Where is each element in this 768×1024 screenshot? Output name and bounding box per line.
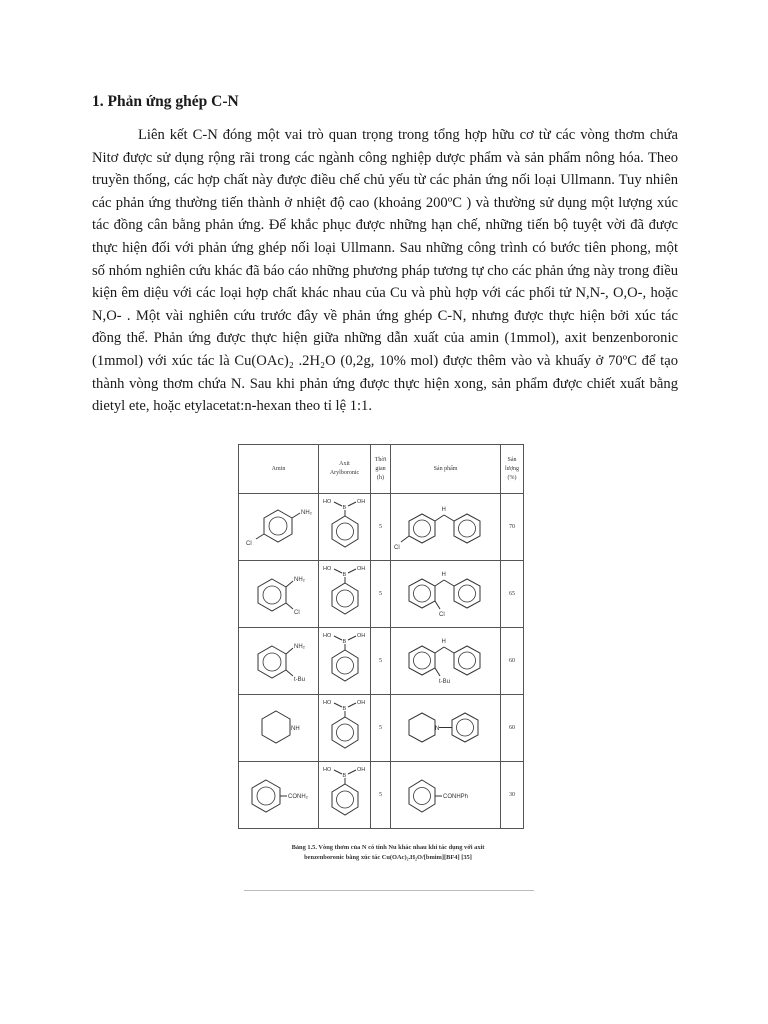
boronic-structure [319,695,371,762]
product-structure [391,695,501,762]
table-caption [248,843,528,863]
svg-text:H: H [441,639,446,645]
svg-text:Cl: Cl [293,610,300,616]
table-header-row [239,445,524,494]
svg-text:B: B [342,572,346,578]
reaction-time: 5 [371,494,391,561]
svg-text:H: H [441,507,446,513]
amine-structure [239,762,319,829]
product-structure-icon [392,496,500,558]
phenylboronic-acid-icon [320,762,370,828]
svg-text:NH₂: NH₂ [293,577,305,583]
table-row [239,494,524,561]
svg-text:OH: OH [356,700,365,706]
yield-value: 65 [501,561,524,628]
svg-text:Cl: Cl [438,612,445,618]
header-boronic: Axit Arylboronic [319,445,371,494]
caption-line-1: Bảng 1.5. Vòng thơm của N có tính Nu khác nhau khi tác dụng với axit [291,844,485,851]
svg-text:t-Bu: t-Bu [438,679,450,685]
svg-text:HO: HO [322,499,331,505]
yield-value: 60 [501,628,524,695]
amine-structure [239,494,319,561]
phenylboronic-acid-icon [320,695,370,761]
phenylboronic-acid-icon [320,561,370,627]
svg-text:B: B [342,639,346,645]
section-heading: 1. Phản ứng ghép C-N [92,93,239,110]
svg-text:NH₂: NH₂ [300,510,312,516]
product-structure-icon [392,764,500,826]
table-row [239,762,524,829]
amine-structure-icon [240,630,318,692]
reaction-table [238,444,524,829]
header-amine: Amin [239,445,319,494]
svg-text:B: B [342,706,346,712]
yield-value: 30 [501,762,524,829]
svg-text:B: B [342,505,346,511]
svg-text:NH₂: NH₂ [293,644,305,650]
table-row [239,695,524,762]
svg-text:HO: HO [322,767,331,773]
boronic-structure [319,494,371,561]
amine-structure [239,628,319,695]
phenylboronic-acid-icon [320,628,370,694]
table-row [239,561,524,628]
yield-value: 60 [501,695,524,762]
product-structure-icon [392,697,500,759]
header-product: Sản phẩm [391,445,501,494]
amine-structure-icon [240,563,318,625]
reaction-table-figure [238,444,523,824]
product-structure-icon [392,630,500,692]
reaction-time: 5 [371,762,391,829]
amine-structure [239,561,319,628]
product-structure [391,561,501,628]
boronic-structure [319,561,371,628]
caption-line-2: benzenboronic bằng xúc tác Cu(OAc)₂.H₂O/[bmim][BF4] [35] [304,854,472,861]
svg-text:N: N [434,726,439,732]
amine-structure-icon [240,496,318,558]
svg-text:CONH₂: CONH₂ [287,794,308,800]
product-structure [391,762,501,829]
reaction-time: 5 [371,628,391,695]
svg-text:NH: NH [290,726,300,732]
svg-text:H: H [441,572,446,578]
amine-structure-icon [240,764,318,826]
amine-structure-icon [240,697,318,759]
header-yield: Sản lượng (%) [501,445,524,494]
yield-value: 70 [501,494,524,561]
svg-text:HO: HO [322,700,331,706]
svg-text:OH: OH [356,767,365,773]
reaction-time: 5 [371,561,391,628]
body-paragraph: Liên kết C-N đóng một vai trò quan trọng trong tổng hợp hữu cơ từ các vòng thơm chứa Nitơ được sử dụng rộng rãi trong các ngành công nghiệp dược phẩm và sản phẩm nông hóa. Theo truyền thống, các hợp chất này được điều chế chủ yếu từ các phản ứng nối loại Ullmann. Tuy nhiên các phản ứng thường tiến thành ở nhiệt độ cao (khoảng 200ºC ) và thường sử dụng một lượng xúc tác đồng cân bằng phản ứng. Để khắc phục được những hạn chế, những tiến bộ tuyệt vời đã được thực hiện đối với phản ứng ghép nối loại Ullmann. Sau những công trình có bước tiên phong, một số nhóm nghiên cứu khác đã báo cáo những phương pháp tương tự cho các phản ứng này trong điều kiện êm diệu với các loại hợp chất khác nhau của Cu và phù hợp với các phối tử N,N-, O,O-, hoặc N,O- . Một vài nghiên cứu trước đây về phản ứng ghép C-N, nhưng được thực hiện bởi xúc tác đồng thể. Phản ứng được thực hiện giữa những dẫn xuất của amin (1mmol), axit benzenboronic (1mmol) với xúc tác là Cu(OAc)₂ .2H₂O (0,2g, 10% mol) được thêm vào và khuấy ở 70ºC để tạo thành vòng thơm chứa N. Sau khi phản ứng được thực hiện xong, sản phẩm được chiết xuất bằng dietyl ete, hoặc etylacetat:n-hexan theo tỉ lệ 1:1. [92,127,678,415]
svg-text:OH: OH [356,566,365,572]
svg-text:HO: HO [322,633,331,639]
amine-structure [239,695,319,762]
phenylboronic-acid-icon [320,494,370,560]
svg-text:CONHPh: CONHPh [442,794,468,800]
table-row [239,628,524,695]
boronic-structure [319,628,371,695]
header-time: Thời gian (h) [371,445,391,494]
product-structure-icon [392,563,500,625]
svg-text:Cl: Cl [393,545,400,551]
reaction-time: 5 [371,695,391,762]
svg-text:HO: HO [322,566,331,572]
product-structure [391,494,501,561]
product-structure [391,628,501,695]
footnote-divider [244,890,534,891]
boronic-structure [319,762,371,829]
svg-text:OH: OH [356,633,365,639]
svg-text:OH: OH [356,499,365,505]
svg-text:t-Bu: t-Bu [293,677,305,683]
svg-text:B: B [342,773,346,779]
svg-text:Cl: Cl [245,541,252,547]
